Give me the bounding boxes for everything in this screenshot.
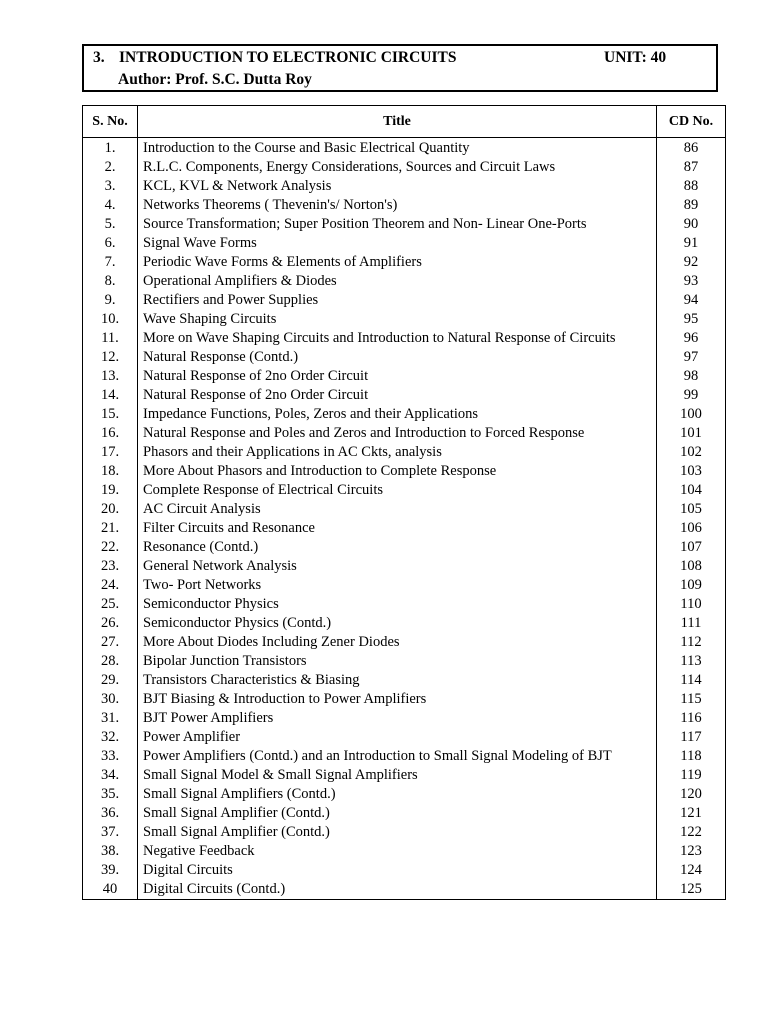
row-title: Wave Shaping Circuits bbox=[138, 310, 657, 329]
table-row bbox=[83, 709, 726, 728]
table-row bbox=[83, 652, 726, 671]
table-row bbox=[83, 519, 726, 538]
row-sno: 26. bbox=[83, 614, 138, 633]
table-row bbox=[83, 158, 726, 177]
row-sno: 33. bbox=[83, 747, 138, 766]
row-sno: 31. bbox=[83, 709, 138, 728]
row-title: Small Signal Model & Small Signal Amplifiers bbox=[138, 766, 657, 785]
table-row bbox=[83, 462, 726, 481]
row-title: Complete Response of Electrical Circuits bbox=[138, 481, 657, 500]
table-row bbox=[83, 291, 726, 310]
row-sno: 25. bbox=[83, 595, 138, 614]
row-title: Rectifiers and Power Supplies bbox=[138, 291, 657, 310]
row-title: Power Amplifier bbox=[138, 728, 657, 747]
row-cd-number: 103 bbox=[657, 462, 726, 481]
row-title: General Network Analysis bbox=[138, 557, 657, 576]
table-row bbox=[83, 329, 726, 348]
table-row bbox=[83, 234, 726, 253]
row-title: Impedance Functions, Poles, Zeros and their Applications bbox=[138, 405, 657, 424]
author-label: Author: Prof. S.C. Dutta Roy bbox=[118, 71, 312, 88]
row-title: Bipolar Junction Transistors bbox=[138, 652, 657, 671]
row-cd-number: 105 bbox=[657, 500, 726, 519]
row-sno: 35. bbox=[83, 785, 138, 804]
row-cd-number: 122 bbox=[657, 823, 726, 842]
row-cd-number: 87 bbox=[657, 158, 726, 177]
row-cd-number: 90 bbox=[657, 215, 726, 234]
row-title: More About Diodes Including Zener Diodes bbox=[138, 633, 657, 652]
table-row bbox=[83, 785, 726, 804]
row-cd-number: 108 bbox=[657, 557, 726, 576]
row-sno: 7. bbox=[83, 253, 138, 272]
row-sno: 38. bbox=[83, 842, 138, 861]
row-sno: 23. bbox=[83, 557, 138, 576]
table-row bbox=[83, 138, 726, 159]
table-row bbox=[83, 367, 726, 386]
row-title: Small Signal Amplifiers (Contd.) bbox=[138, 785, 657, 804]
row-cd-number: 113 bbox=[657, 652, 726, 671]
table-header-row bbox=[83, 106, 726, 138]
row-title: Natural Response and Poles and Zeros and Introduction to Forced Response bbox=[138, 424, 657, 443]
row-sno: 20. bbox=[83, 500, 138, 519]
row-sno: 11. bbox=[83, 329, 138, 348]
table-row bbox=[83, 576, 726, 595]
row-sno: 4. bbox=[83, 196, 138, 215]
table-row bbox=[83, 766, 726, 785]
row-cd-number: 93 bbox=[657, 272, 726, 291]
row-sno: 19. bbox=[83, 481, 138, 500]
column-header-cd: CD No. bbox=[657, 106, 726, 138]
column-header-sno: S. No. bbox=[83, 106, 138, 138]
table-row bbox=[83, 386, 726, 405]
row-cd-number: 100 bbox=[657, 405, 726, 424]
row-sno: 6. bbox=[83, 234, 138, 253]
row-title: Signal Wave Forms bbox=[138, 234, 657, 253]
row-sno: 18. bbox=[83, 462, 138, 481]
row-cd-number: 123 bbox=[657, 842, 726, 861]
row-sno: 22. bbox=[83, 538, 138, 557]
row-title: Semiconductor Physics (Contd.) bbox=[138, 614, 657, 633]
lecture-table bbox=[82, 105, 726, 900]
row-cd-number: 102 bbox=[657, 443, 726, 462]
row-sno: 39. bbox=[83, 861, 138, 880]
table-row bbox=[83, 500, 726, 519]
table-row bbox=[83, 177, 726, 196]
row-sno: 12. bbox=[83, 348, 138, 367]
unit-label: UNIT: 40 bbox=[604, 49, 667, 66]
row-cd-number: 119 bbox=[657, 766, 726, 785]
table-row bbox=[83, 405, 726, 424]
row-title: More About Phasors and Introduction to Complete Response bbox=[138, 462, 657, 481]
row-cd-number: 125 bbox=[657, 880, 726, 900]
row-cd-number: 101 bbox=[657, 424, 726, 443]
row-title: Introduction to the Course and Basic Electrical Quantity bbox=[138, 138, 657, 159]
table-row bbox=[83, 747, 726, 766]
row-sno: 37. bbox=[83, 823, 138, 842]
row-title: Natural Response of 2no Order Circuit bbox=[138, 367, 657, 386]
row-sno: 36. bbox=[83, 804, 138, 823]
row-cd-number: 120 bbox=[657, 785, 726, 804]
row-cd-number: 99 bbox=[657, 386, 726, 405]
row-title: Semiconductor Physics bbox=[138, 595, 657, 614]
row-cd-number: 88 bbox=[657, 177, 726, 196]
table-row bbox=[83, 728, 726, 747]
row-title: More on Wave Shaping Circuits and Introduction to Natural Response of Circuits bbox=[138, 329, 657, 348]
row-title: Transistors Characteristics & Biasing bbox=[138, 671, 657, 690]
table-row bbox=[83, 310, 726, 329]
row-title: Small Signal Amplifier (Contd.) bbox=[138, 823, 657, 842]
table-row bbox=[83, 671, 726, 690]
row-cd-number: 114 bbox=[657, 671, 726, 690]
course-header-box bbox=[82, 44, 718, 92]
row-sno: 30. bbox=[83, 690, 138, 709]
row-cd-number: 91 bbox=[657, 234, 726, 253]
table-row bbox=[83, 595, 726, 614]
row-title: AC Circuit Analysis bbox=[138, 500, 657, 519]
row-sno: 28. bbox=[83, 652, 138, 671]
table-row bbox=[83, 443, 726, 462]
row-cd-number: 110 bbox=[657, 595, 726, 614]
row-cd-number: 89 bbox=[657, 196, 726, 215]
row-title: Digital Circuits (Contd.) bbox=[138, 880, 657, 900]
row-sno: 40 bbox=[83, 880, 138, 900]
table-row bbox=[83, 804, 726, 823]
row-title: R.L.C. Components, Energy Considerations, Sources and Circuit Laws bbox=[138, 158, 657, 177]
table-row bbox=[83, 215, 726, 234]
row-sno: 2. bbox=[83, 158, 138, 177]
row-cd-number: 104 bbox=[657, 481, 726, 500]
row-sno: 14. bbox=[83, 386, 138, 405]
row-sno: 29. bbox=[83, 671, 138, 690]
row-title: Negative Feedback bbox=[138, 842, 657, 861]
row-sno: 34. bbox=[83, 766, 138, 785]
row-title: Small Signal Amplifier (Contd.) bbox=[138, 804, 657, 823]
row-sno: 3. bbox=[83, 177, 138, 196]
table-row bbox=[83, 348, 726, 367]
row-title: Power Amplifiers (Contd.) and an Introduction to Small Signal Modeling of BJT bbox=[138, 747, 657, 766]
table-row bbox=[83, 538, 726, 557]
row-cd-number: 109 bbox=[657, 576, 726, 595]
row-sno: 9. bbox=[83, 291, 138, 310]
row-cd-number: 95 bbox=[657, 310, 726, 329]
row-cd-number: 121 bbox=[657, 804, 726, 823]
course-title: INTRODUCTION TO ELECTRONIC CIRCUITS bbox=[119, 49, 457, 66]
table-row bbox=[83, 880, 726, 900]
row-sno: 1. bbox=[83, 138, 138, 159]
row-sno: 8. bbox=[83, 272, 138, 291]
row-cd-number: 96 bbox=[657, 329, 726, 348]
table-row bbox=[83, 253, 726, 272]
row-cd-number: 92 bbox=[657, 253, 726, 272]
row-title: BJT Power Amplifiers bbox=[138, 709, 657, 728]
table-row bbox=[83, 196, 726, 215]
row-sno: 15. bbox=[83, 405, 138, 424]
table-row bbox=[83, 633, 726, 652]
row-sno: 17. bbox=[83, 443, 138, 462]
row-title: Resonance (Contd.) bbox=[138, 538, 657, 557]
row-sno: 10. bbox=[83, 310, 138, 329]
row-cd-number: 94 bbox=[657, 291, 726, 310]
row-cd-number: 117 bbox=[657, 728, 726, 747]
course-number: 3. bbox=[93, 49, 105, 66]
row-sno: 21. bbox=[83, 519, 138, 538]
row-title: Operational Amplifiers & Diodes bbox=[138, 272, 657, 291]
row-sno: 32. bbox=[83, 728, 138, 747]
row-sno: 13. bbox=[83, 367, 138, 386]
table-row bbox=[83, 481, 726, 500]
column-header-title: Title bbox=[138, 106, 657, 138]
row-cd-number: 112 bbox=[657, 633, 726, 652]
row-title: Phasors and their Applications in AC Ckts, analysis bbox=[138, 443, 657, 462]
row-title: KCL, KVL & Network Analysis bbox=[138, 177, 657, 196]
row-cd-number: 118 bbox=[657, 747, 726, 766]
row-cd-number: 106 bbox=[657, 519, 726, 538]
table-row bbox=[83, 690, 726, 709]
row-cd-number: 115 bbox=[657, 690, 726, 709]
row-sno: 27. bbox=[83, 633, 138, 652]
table-row bbox=[83, 823, 726, 842]
row-title: Source Transformation; Super Position Theorem and Non- Linear One-Ports bbox=[138, 215, 657, 234]
row-title: Networks Theorems ( Thevenin's/ Norton's) bbox=[138, 196, 657, 215]
row-title: Periodic Wave Forms & Elements of Amplifiers bbox=[138, 253, 657, 272]
row-title: Filter Circuits and Resonance bbox=[138, 519, 657, 538]
row-title: Natural Response of 2no Order Circuit bbox=[138, 386, 657, 405]
row-sno: 5. bbox=[83, 215, 138, 234]
table-row bbox=[83, 614, 726, 633]
row-cd-number: 116 bbox=[657, 709, 726, 728]
row-cd-number: 107 bbox=[657, 538, 726, 557]
table-row bbox=[83, 272, 726, 291]
row-cd-number: 111 bbox=[657, 614, 726, 633]
row-cd-number: 124 bbox=[657, 861, 726, 880]
row-sno: 16. bbox=[83, 424, 138, 443]
table-row bbox=[83, 557, 726, 576]
row-title: Two- Port Networks bbox=[138, 576, 657, 595]
row-sno: 24. bbox=[83, 576, 138, 595]
row-cd-number: 98 bbox=[657, 367, 726, 386]
table-row bbox=[83, 842, 726, 861]
row-title: Natural Response (Contd.) bbox=[138, 348, 657, 367]
row-cd-number: 86 bbox=[657, 138, 726, 159]
table-row bbox=[83, 424, 726, 443]
row-cd-number: 97 bbox=[657, 348, 726, 367]
table-row bbox=[83, 861, 726, 880]
row-title: Digital Circuits bbox=[138, 861, 657, 880]
row-title: BJT Biasing & Introduction to Power Amplifiers bbox=[138, 690, 657, 709]
